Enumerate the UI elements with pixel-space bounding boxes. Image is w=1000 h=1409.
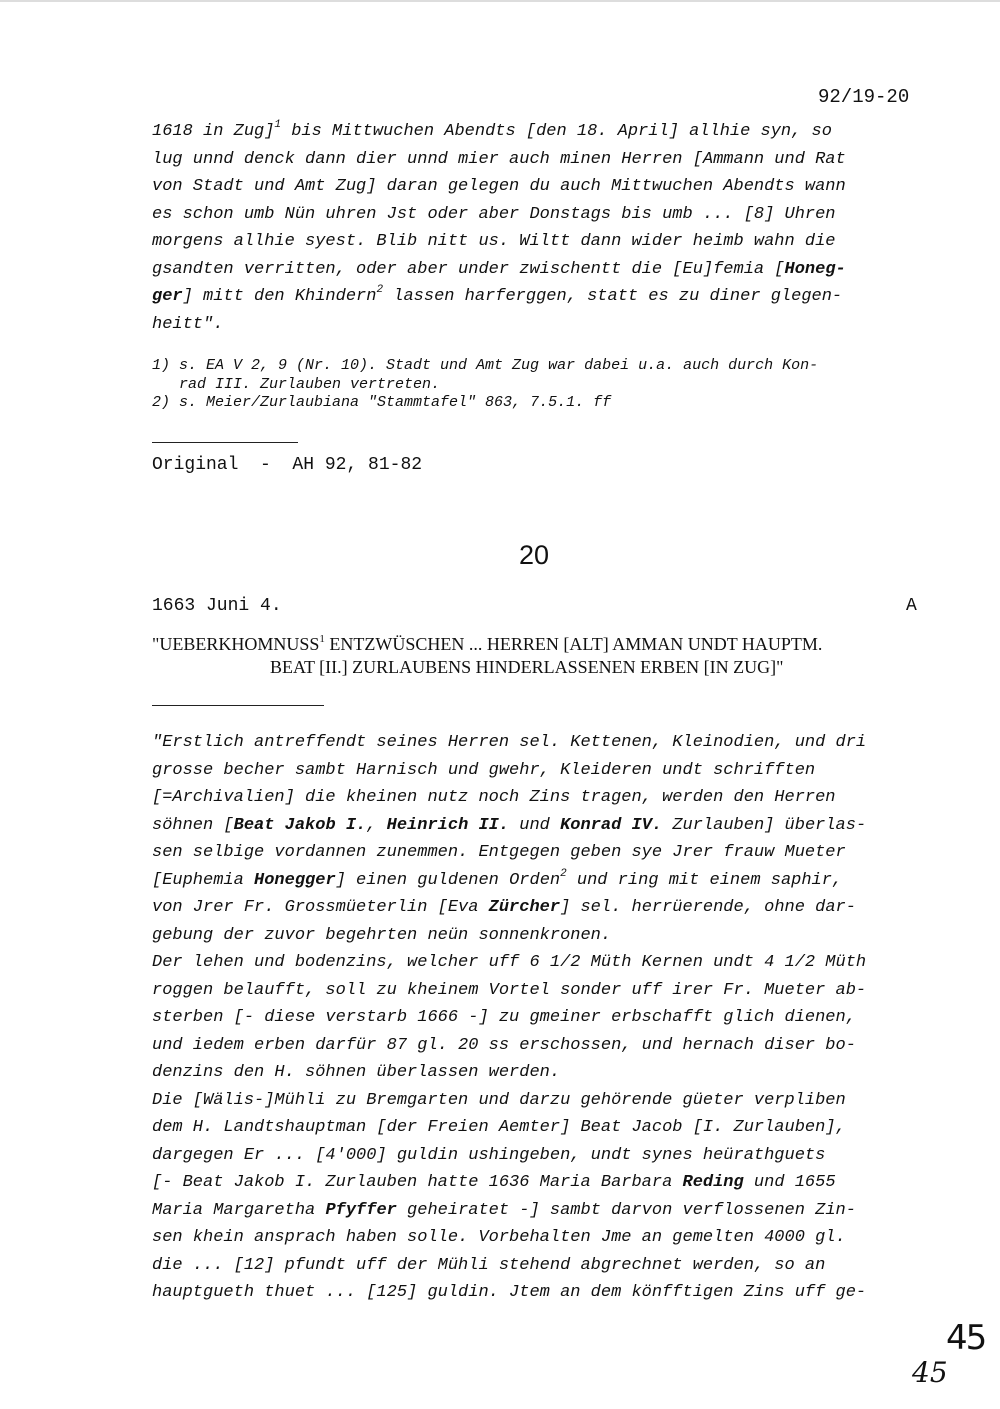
title-line: "UEBERKHOMNUSS$^1$ ENTZWÜSCHEN ... HERREN [ALT] AMMAN UNDT HAUPTM.: [152, 633, 823, 654]
text-line: und iedem erben darfür 87 gl. 20 ss erschossen, und hernach diser bo-: [152, 1035, 856, 1055]
name-bold: Honeg-: [784, 259, 846, 279]
name-bold: Konrad IV.: [560, 815, 663, 835]
text-line: gsandten verritten, oder aber under zwischentt die [Eu]femia [Honeg-: [152, 259, 846, 279]
text-line: Die [Wälis-]Mühli zu Bremgarten und darzu gehörende güeter verpliben: [152, 1090, 846, 1110]
text-line: [- Beat Jakob I. Zurlauben hatte 1636 Maria Barbara Reding und 1655: [152, 1173, 836, 1192]
text-line: von Stadt und Amt Zug] daran gelegen du auch Mittwuchen Abendts wann: [152, 177, 846, 196]
document-number: 20: [519, 540, 550, 570]
footnote-1-cont: rad III. Zurlauben vertreten.: [152, 375, 441, 393]
name-bold: Pfyffer: [325, 1200, 397, 1220]
text-line: dem H. Landtshauptman [der Freien Aemter] Beat Jacob [I. Zurlauben],: [152, 1118, 846, 1137]
text-line: lug unnd denck dann dier unnd mier auch minen Herren [Ammann und Rat: [152, 149, 846, 169]
text-line: denzins den H. söhnen überlassen werden.: [152, 1063, 561, 1082]
handwritten-page-number: 45: [946, 1318, 986, 1358]
scan-edge: [0, 0, 1000, 2]
text-line: 1618 in Zug]$^1$ bis Mittwuchen Abendts [den 18. April] allhie syn, so: [152, 119, 832, 141]
footnote-2: 2) s. Meier/Zurlaubiana "Stammtafel" 863, 7.5.1. ff: [152, 394, 612, 411]
document-title: [152, 633, 942, 679]
text-line: sen selbige vordannen zunemmen. Entgegen geben sye Jrer frauw Mueter: [152, 843, 846, 862]
handwritten-page-number-small: 45: [912, 1356, 948, 1389]
text-line: es schon umb Nün uhren Jst oder aber Donstags bis umb ... [8] Uhren: [152, 204, 836, 224]
text-line: sterben [- diese verstarb 1666 -] zu gmeiner erbschafft glich dienen,: [152, 1008, 856, 1027]
footnote-ref: 1: [319, 633, 325, 645]
text-line: Maria Margaretha Pfyffer geheiratet -] sambt darvon verflossenen Zin-: [152, 1200, 856, 1220]
source-reference: Original - AH 92, 81-82: [152, 455, 423, 475]
text-line: von Jrer Fr. Grossmüeterlin [Eva Zürcher] sel. herrüerende, ohne dar-: [152, 898, 856, 917]
name-bold: Honegger: [254, 870, 336, 890]
text-line: [Euphemia Honegger] einen guldenen Orden$^2$ und ring mit einem saphir,: [152, 867, 843, 890]
document-body: [152, 729, 922, 1307]
divider: [152, 442, 298, 443]
preceding-text: [152, 118, 922, 338]
footnote-ref: 1: [274, 119, 282, 131]
text-line: grosse becher sambt Harnisch und gwehr, Kleideren undt schrifften: [152, 760, 816, 780]
text-line: gebung der zuvor begehrten neün sonnenkronen.: [152, 925, 612, 945]
text-line: Der lehen und bodenzins, welcher uff 6 1/2 Müth Kernen undt 4 1/2 Müth: [152, 953, 867, 972]
name-bold: ger: [152, 287, 183, 306]
footnote-1: 1) s. EA V 2, 9 (Nr. 10). Stadt und Amt Zug war dabei u.a. auch durch Kon-: [152, 357, 819, 374]
name-bold: Reding: [682, 1173, 744, 1192]
name-bold: Beat Jakob I.: [233, 815, 367, 835]
text-line: sen khein ansprach haben solle. Vorbehalten Jme an gemelten 4000 gl.: [152, 1228, 846, 1247]
text-line: hauptgueth thuet ... [125] guldin. Jtem an dem könfftigen Zins uff ge-: [152, 1283, 867, 1302]
text-line: "Erstlich antreffendt seines Herren sel. Kettenen, Kleinodien, und dri: [152, 733, 867, 752]
text-line: roggen belaufft, soll zu kheinem Vortel sonder uff irer Fr. Mueter ab-: [152, 980, 867, 1000]
document-reference: 92/19-20: [818, 86, 910, 108]
text-line: ger] mitt den Khindern$^2$ lassen harferggen, statt es zu diner glegen-: [152, 284, 843, 306]
text-line: heitt".: [152, 314, 224, 334]
text-line: die ... [12] pfundt uff der Mühli stehend abgrechnet werden, so an: [152, 1255, 826, 1275]
title-line: BEAT [II.] ZURLAUBENS HINDERLASSENEN ERBEN [IN ZUG]": [270, 657, 784, 677]
text-line: dargegen Er ... [4'000] guldin ushingeben, undt synes heürathguets: [152, 1145, 826, 1165]
text-line: morgens allhie syest. Blib nitt us. Wiltt dann wider heimb wahn die: [152, 232, 836, 251]
text-line: [=Archivalien] die kheinen nutz noch Zins tragen, werden den Herren: [152, 788, 836, 807]
footnotes: [152, 357, 922, 413]
divider: [152, 705, 324, 706]
name-bold: Heinrich II.: [386, 815, 510, 835]
footnote-ref: 2: [376, 284, 384, 296]
name-bold: Zürcher: [488, 898, 561, 917]
footnote-ref: 2: [560, 867, 567, 880]
document-mark: A: [906, 596, 917, 616]
document-date: 1663 Juni 4.: [152, 596, 282, 616]
text-line: söhnen [Beat Jakob I., Heinrich II. und Konrad IV. Zurlauben] überlas-: [152, 815, 867, 835]
